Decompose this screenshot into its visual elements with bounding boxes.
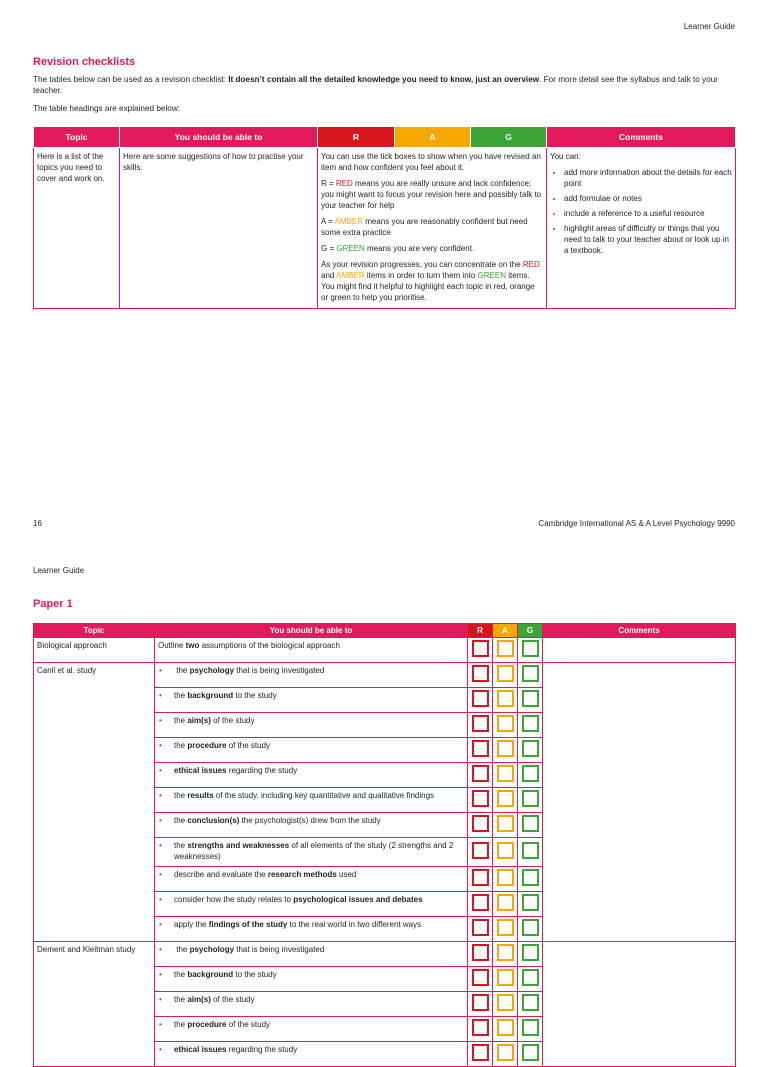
red-checkbox[interactable] [472, 690, 489, 707]
red-checkbox[interactable] [472, 765, 489, 782]
comments-explanation: You can: • add more information about the details for each point • add formulae or notes • include a reference to a useful resource • highlight areas of difficulty or things that you need to talk to your teacher about or look up in a textbook. [547, 148, 736, 309]
rag-explanation: You can use the tick boxes to show when you have revised an item and how confident you feel about it. R = RED means you are really unsure and lack confidence; you might want to focus your revision here and possibly talk to your teacher for help A = AMBER means you are reasonably confident but need some extra practice G = GREEN means you are very confident. As your revision progresses, you can concentrate on the RED and AMBER items in order to turn them into GREEN items. You might find it helpful to highlight each topic in red, orange or green to help you prioritise. [318, 148, 547, 309]
green-checkbox[interactable] [522, 790, 539, 807]
topic-explanation: Here is a list of the topics you need to cover and work on. [34, 148, 120, 309]
header-a: A [395, 127, 471, 148]
red-checkbox[interactable] [472, 869, 489, 886]
green-checkbox[interactable] [522, 640, 539, 657]
header-comments: Comments [543, 624, 736, 638]
objective: • the background to the study [155, 967, 468, 992]
header-g: G [471, 127, 547, 148]
objective: • the strengths and weaknesses of all elements of the study (2 strengths and 2 weaknesses) [155, 838, 468, 867]
amber-checkbox[interactable] [497, 894, 514, 911]
amber-checkbox[interactable] [497, 690, 514, 707]
red-checkbox[interactable] [472, 815, 489, 832]
objective: • the psychology that is being investigated [155, 663, 468, 688]
objective: • the aim(s) of the study [155, 713, 468, 738]
amber-checkbox[interactable] [497, 1019, 514, 1036]
red-checkbox[interactable] [472, 640, 489, 657]
amber-checkbox[interactable] [497, 944, 514, 961]
header-r: R [318, 127, 395, 148]
objective: • the psychology that is being investigated [155, 942, 468, 967]
red-checkbox[interactable] [472, 842, 489, 859]
comment-tip: • add formulae or notes [564, 193, 732, 204]
red-checkbox[interactable] [472, 1044, 489, 1061]
green-checkbox[interactable] [522, 765, 539, 782]
header-able: You should be able to [155, 624, 468, 638]
amber-checkbox[interactable] [497, 715, 514, 732]
header-topic: Topic [34, 127, 120, 148]
objective: • apply the findings of the study to the real world in two different ways [155, 917, 468, 942]
topic-cell: Dement and Kleitman study [34, 942, 155, 1067]
objective: • consider how the study relates to psychological issues and debates [155, 892, 468, 917]
green-checkbox[interactable] [522, 715, 539, 732]
running-head: Learner Guide [33, 566, 85, 575]
green-checkbox[interactable] [522, 842, 539, 859]
green-checkbox[interactable] [522, 815, 539, 832]
green-checkbox[interactable] [522, 1044, 539, 1061]
green-checkbox[interactable] [522, 894, 539, 911]
objective: • ethical issues regarding the study [155, 763, 468, 788]
amber-checkbox[interactable] [497, 842, 514, 859]
footer-title: Cambridge International AS & A Level Psychology 9990 [538, 519, 735, 528]
red-checkbox[interactable] [472, 894, 489, 911]
intro-paragraph: The tables below can be used as a revision checklist: It doesn’t contain all the detailed knowledge you need to know, just an overview. For more detail see the syllabus and talk to your teacher. [33, 75, 718, 95]
objective: • the procedure of the study [155, 738, 468, 763]
green-checkbox[interactable] [522, 869, 539, 886]
amber-checkbox[interactable] [497, 919, 514, 936]
red-checkbox[interactable] [472, 1019, 489, 1036]
amber-checkbox[interactable] [497, 765, 514, 782]
green-checkbox[interactable] [522, 944, 539, 961]
running-head: Learner Guide [683, 22, 735, 31]
comment-cell[interactable] [543, 638, 736, 663]
objective: • describe and evaluate the research methods used [155, 867, 468, 892]
header-comments: Comments [547, 127, 736, 148]
amber-checkbox[interactable] [497, 969, 514, 986]
red-checkbox[interactable] [472, 944, 489, 961]
amber-checkbox[interactable] [497, 815, 514, 832]
explanation-table [33, 126, 736, 309]
amber-checkbox[interactable] [497, 790, 514, 807]
objective: • the background to the study [155, 688, 468, 713]
comment-tip: • include a reference to a useful resource [564, 208, 732, 219]
header-topic: Topic [34, 624, 155, 638]
section-title: Paper 1 [33, 598, 73, 610]
comment-tip: • add more information about the details for each point [564, 167, 732, 189]
page-17 [0, 538, 768, 1054]
green-checkbox[interactable] [522, 740, 539, 757]
comment-cell[interactable] [543, 663, 736, 942]
objective: • the results of the study, including key quantitative and qualitative findings [155, 788, 468, 813]
page-number: 16 [33, 519, 42, 528]
red-checkbox[interactable] [472, 969, 489, 986]
amber-checkbox[interactable] [497, 640, 514, 657]
objective: • the aim(s) of the study [155, 992, 468, 1017]
green-checkbox[interactable] [522, 690, 539, 707]
header-r: R [468, 624, 493, 638]
red-checkbox[interactable] [472, 715, 489, 732]
topic-cell: Biological approach [34, 638, 155, 663]
paper-1-checklist [33, 623, 736, 1067]
green-checkbox[interactable] [522, 994, 539, 1011]
green-checkbox[interactable] [522, 919, 539, 936]
header-g: G [518, 624, 543, 638]
section-title: Revision checklists [33, 56, 136, 68]
amber-checkbox[interactable] [497, 869, 514, 886]
comment-cell[interactable] [543, 942, 736, 1067]
header-a: A [493, 624, 518, 638]
green-checkbox[interactable] [522, 665, 539, 682]
objective: • the conclusion(s) the psychologist(s) drew from the study [155, 813, 468, 838]
red-checkbox[interactable] [472, 919, 489, 936]
objective: Outline two assumptions of the biological approach [155, 638, 468, 663]
red-checkbox[interactable] [472, 790, 489, 807]
objective: • ethical issues regarding the study [155, 1042, 468, 1067]
amber-checkbox[interactable] [497, 994, 514, 1011]
green-checkbox[interactable] [522, 969, 539, 986]
objective: • the procedure of the study [155, 1017, 468, 1042]
red-checkbox[interactable] [472, 665, 489, 682]
amber-checkbox[interactable] [497, 740, 514, 757]
red-checkbox[interactable] [472, 740, 489, 757]
intro-paragraph-2: The table headings are explained below: [33, 104, 181, 113]
amber-checkbox[interactable] [497, 665, 514, 682]
topic-cell: Canli et al. study [34, 663, 155, 942]
comment-tip: • highlight areas of difficulty or things that you need to talk to your teacher about or look up in a textbook. [564, 223, 732, 256]
green-checkbox[interactable] [522, 1019, 539, 1036]
red-checkbox[interactable] [472, 994, 489, 1011]
able-explanation: Here are some suggestions of how to practise your skills. [120, 148, 318, 309]
amber-checkbox[interactable] [497, 1044, 514, 1061]
header-able: You should be able to [120, 127, 318, 148]
